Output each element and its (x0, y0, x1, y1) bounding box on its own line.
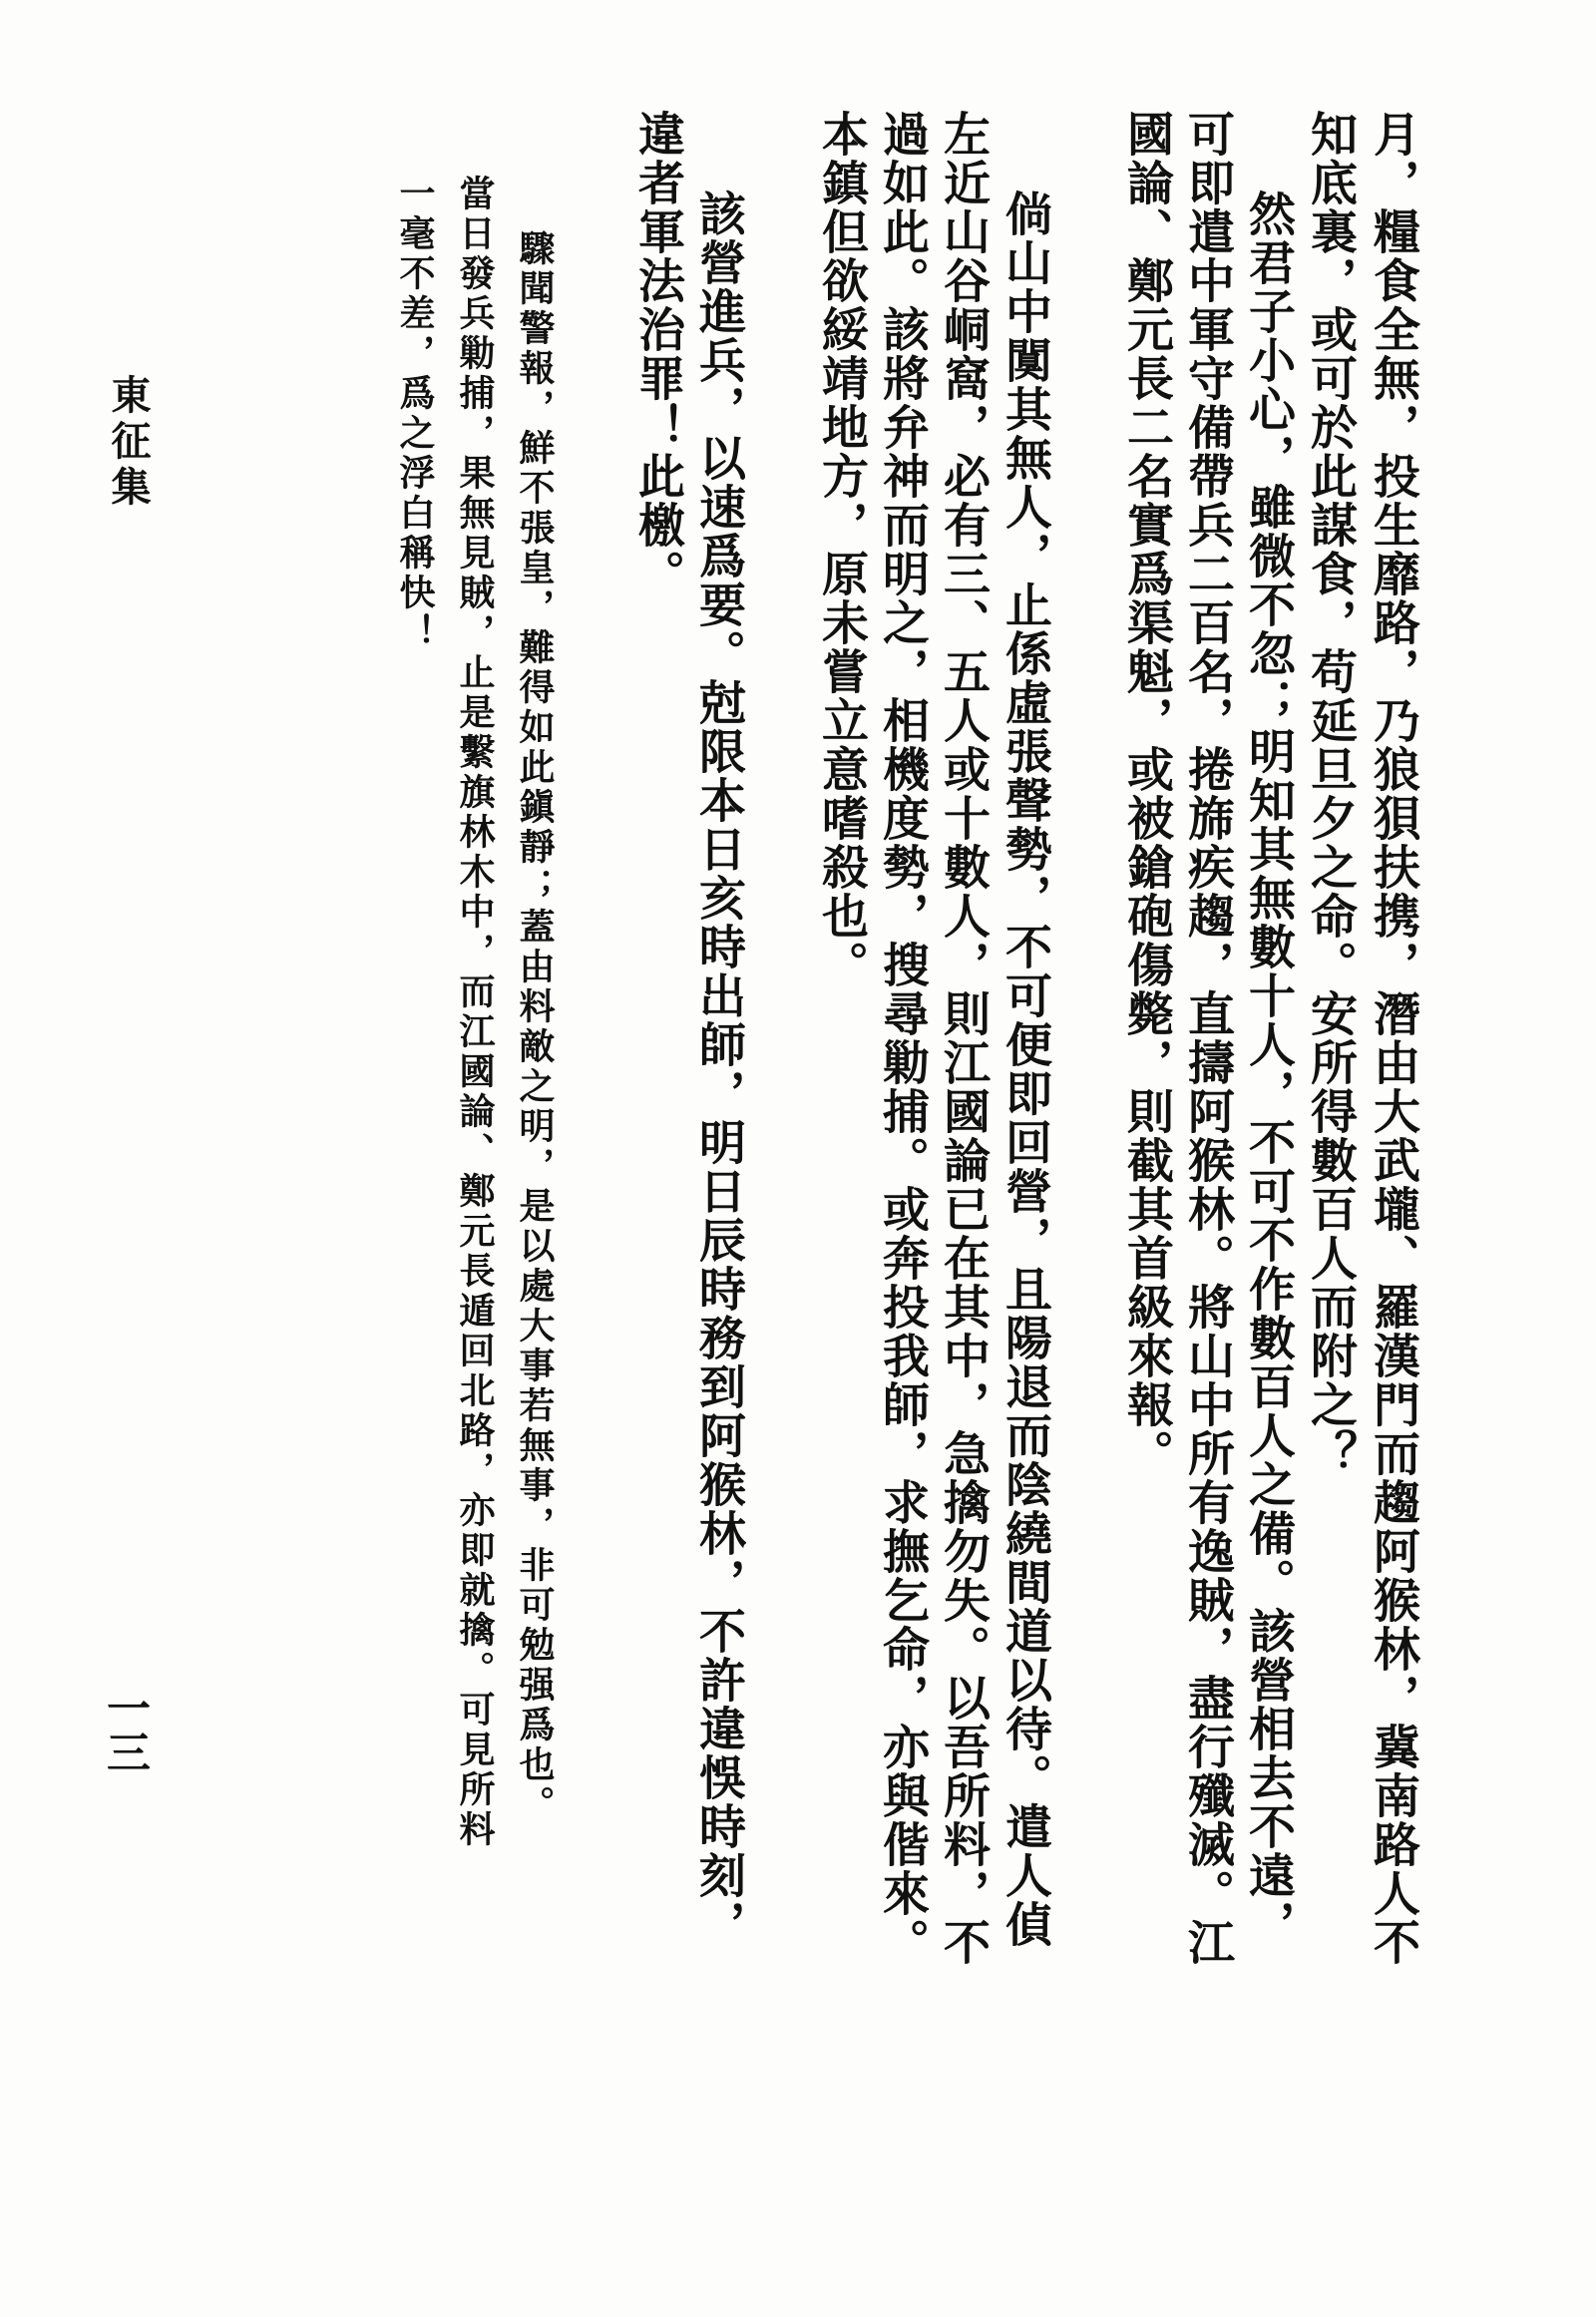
text-column-10: 該營進兵，以速爲要。尅限本日亥時出師，明日辰時務到阿猴林，不許違悞時刻， (691, 190, 746, 1949)
text-column-1: 月，糧食全無，投生靡路，乃狼狽扶携，潛由大武壠、羅漢門而趨阿猴林，冀南路人不 (1366, 110, 1420, 1967)
book-title: 東征集 (105, 374, 152, 512)
commentary-column-3: 一毫不差，爲之浮白稱快！ (394, 175, 436, 653)
text-column-9: 本鎮但欲綏靖地方，原未嘗立意嗜殺也。 (814, 110, 869, 989)
commentary-column-2: 當日發兵勦捕，果無見賊，止是繫旗林木中，而江國論、鄭元長遁回北路，亦即就擒。可見所料 (454, 175, 496, 1850)
text-column-11: 違者軍法治罪！此檄。 (630, 110, 685, 598)
text-column-5: 國論、鄭元長二名實爲渠魁，或被鎗砲傷斃，則截其首級來報。 (1119, 110, 1174, 1478)
text-column-6: 倘山中闃其無人，止係虛張聲勢，不可便即回營，且陽退而陰繞間道以待。遣人偵 (998, 190, 1052, 1949)
text-column-3: 然君子小心，雖微不忽；明知其無數十人，不可不作數百人之備。該營相去不遠， (1241, 190, 1296, 1949)
text-column-2: 知底裏，或可於此謀食，苟延旦夕之命。安所得數百人而附之？ (1303, 110, 1358, 1478)
page-number: 一三 (99, 1686, 150, 1773)
text-column-7: 左近山谷峒窩，必有三、五人或十數人，則江國論已在其中，急擒勿失。以吾所料，不 (936, 110, 991, 1967)
commentary-column-1: 驟聞警報，鮮不張皇，難得如此鎭靜；蓋由料敵之明，是以處大事若無事，非可勉强爲也。 (514, 229, 556, 1825)
text-column-8: 過如此。該將弁神而明之，相機度勢，搜尋勦捕。或奔投我師，求撫乞命，亦與偕來。 (875, 110, 930, 1967)
text-column-4: 可即遣中軍守備帶兵二百名，捲旆疾趨，直擣阿猴林。將山中所有逸賊，盡行殲滅。江 (1180, 110, 1235, 1967)
